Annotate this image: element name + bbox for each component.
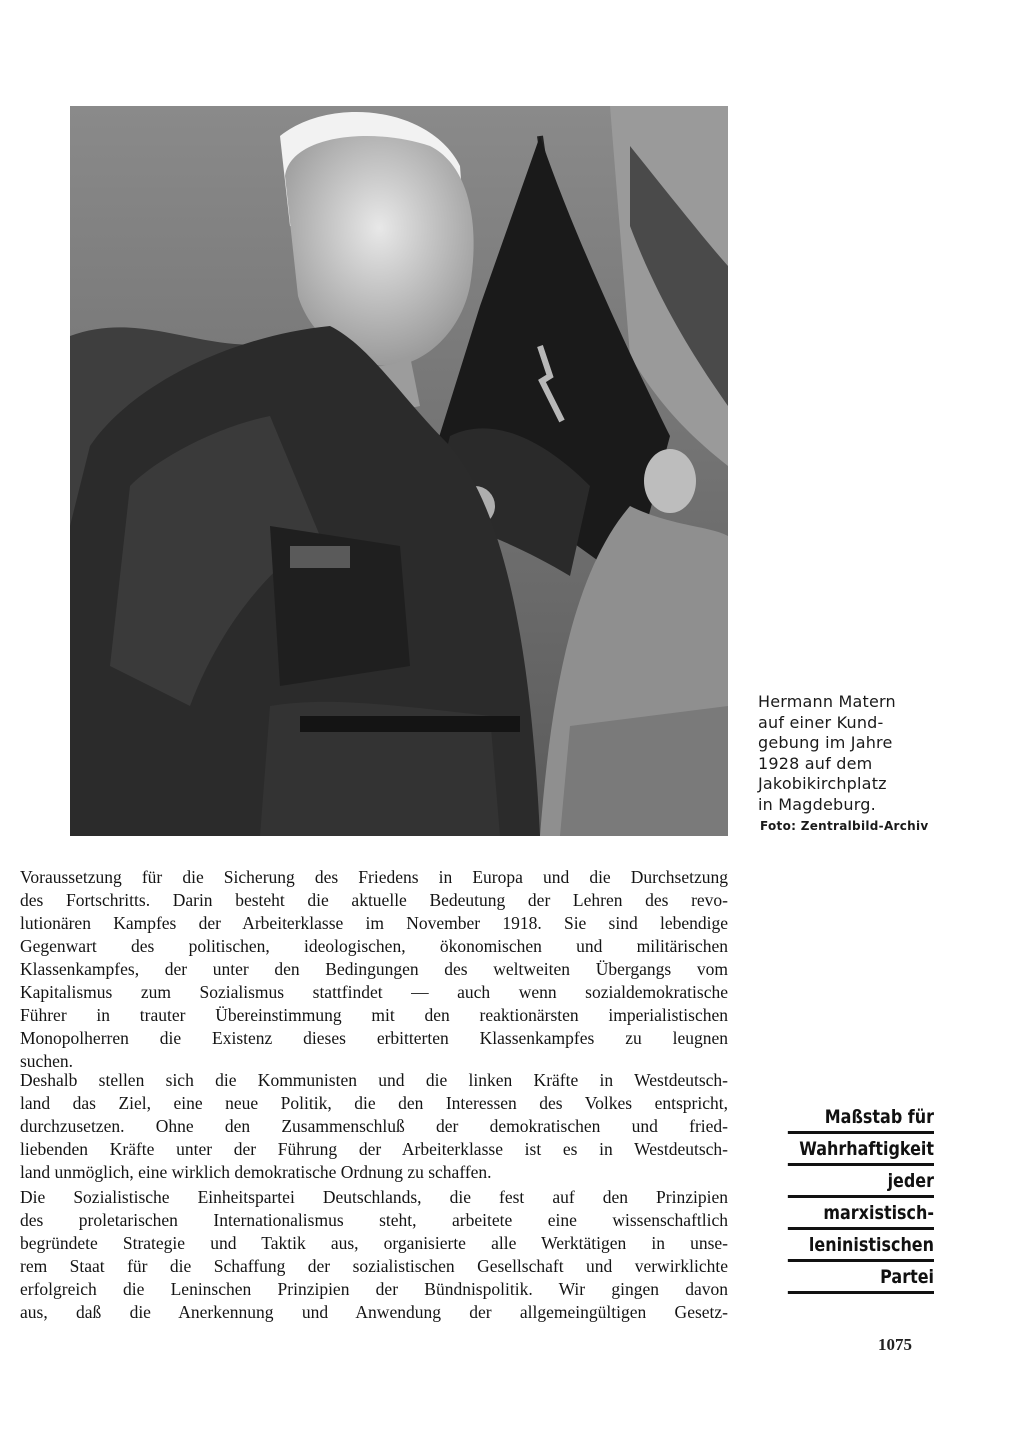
text-line: liebenden Kräfte unter der Führung der Arbeiterklasse ist es in Westdeutsch- — [20, 1139, 728, 1159]
text-line: des proletarischen Internationalismus steht, arbeitete eine wissenschaftlich — [20, 1210, 728, 1230]
caption-line: auf einer Kund- — [758, 712, 884, 732]
photo-credit: Foto: Zentralbild-Archiv — [760, 819, 929, 833]
text-line: rem Staat für die Schaffung der sozialistischen Gesellschaft und verwirklichte — [20, 1256, 728, 1276]
photo-image-icon — [70, 106, 728, 836]
caption-line: Jakobikirchplatz — [758, 774, 887, 793]
caption-line: 1928 auf dem — [758, 753, 873, 773]
text-line: suchen. — [20, 1051, 73, 1071]
text-line: Die Sozialistische Einheitspartei Deutschlands, die fest auf den Prinzipien — [20, 1187, 728, 1207]
text-line: land unmöglich, eine wirklich demokratische Ordnung zu schaffen. — [20, 1162, 492, 1182]
text-line: Kapitalismus zum Sozialismus stattfindet — auch wenn sozialdemokratische — [20, 982, 728, 1002]
body-paragraph-2 — [20, 1069, 728, 1184]
caption-line: gebung im Jahre — [758, 733, 893, 752]
text-line: begründete Strategie und Taktik aus, organisierte alle Werktätigen in unse- — [20, 1233, 728, 1253]
historical-photo — [70, 106, 728, 836]
text-line: land das Ziel, eine neue Politik, die den Interessen des Volkes entspricht, — [20, 1093, 728, 1113]
caption-line: in Magdeburg. — [758, 794, 876, 814]
margin-heading-line: Partei — [788, 1265, 934, 1294]
page-number: 1075 — [878, 1335, 912, 1354]
text-line: durchzusetzen. Ohne den Zusammenschluß der demokratischen und fried- — [20, 1116, 728, 1136]
text-line: Führer in trauter Übereinstimmung mit den reaktionärsten imperialistischen — [20, 1005, 728, 1025]
text-line: erfolgreich die Leninschen Prinzipien der Bündnispolitik. Wir gingen davon — [20, 1279, 728, 1299]
text-line: Monopolherren die Existenz dieses erbitterten Klassenkampfes zu leugnen — [20, 1028, 728, 1048]
text-line: Klassenkampfes, der unter den Bedingungen des weltweiten Übergangs vom — [20, 959, 728, 979]
text-line: lutionären Kampfes der Arbeiterklasse im November 1918. Sie sind lebendige — [20, 913, 728, 933]
margin-heading-line: leninistischen — [788, 1233, 934, 1262]
text-line: Deshalb stellen sich die Kommunisten und die linken Kräfte in Westdeutsch- — [20, 1070, 728, 1090]
caption-line: Hermann Matern — [758, 692, 896, 711]
margin-heading-line: jeder — [788, 1169, 934, 1198]
text-line: des Fortschritts. Darin besteht die aktuelle Bedeutung der Lehren des revo- — [20, 890, 728, 910]
margin-heading-line: Wahrhaftigkeit — [788, 1137, 934, 1166]
photo-caption — [758, 692, 958, 815]
text-line: Gegenwart des politischen, ideologischen, ökonomischen und militärischen — [20, 936, 728, 956]
text-line: aus, daß die Anerkennung und Anwendung der allgemeingültigen Gesetz- — [20, 1302, 728, 1322]
margin-heading-line: marxistisch- — [788, 1201, 934, 1230]
body-paragraph-3 — [20, 1186, 728, 1324]
body-paragraph-1 — [20, 866, 728, 1073]
text-line: Voraussetzung für die Sicherung des Friedens in Europa und die Durchsetzung — [20, 867, 728, 887]
margin-heading — [760, 1105, 934, 1297]
margin-heading-line: Maßstab für — [788, 1105, 934, 1134]
